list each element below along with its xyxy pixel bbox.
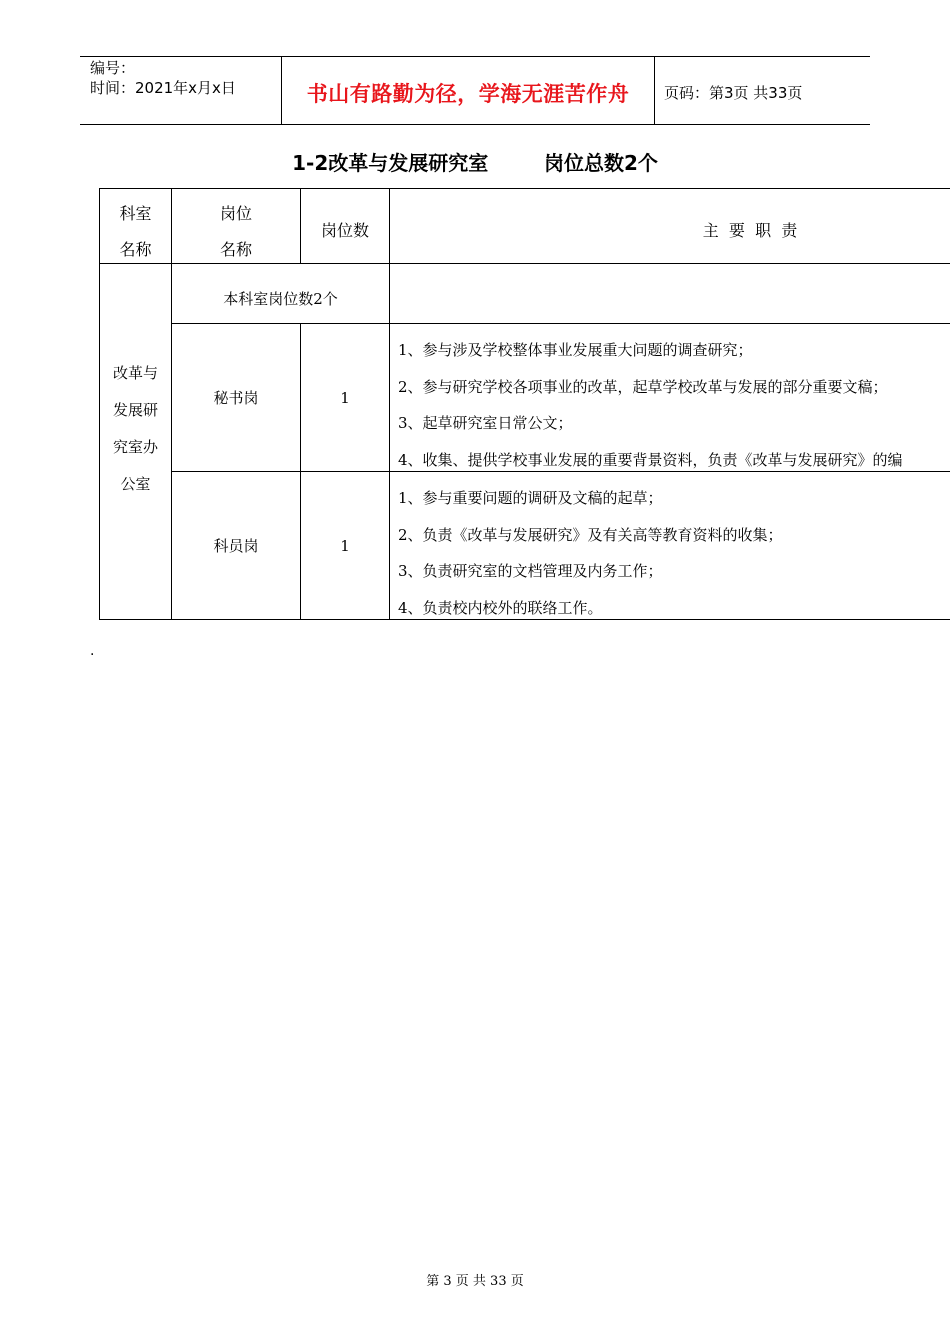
header-dept-name [100,196,171,268]
header-post-line2: 名称 [219,240,252,259]
date-label: 时间：2021年x月x日 [90,79,236,97]
department-line-4: 公室 [120,475,151,493]
duty-item: 3、负责研究室的文档管理及内务工作； [398,562,663,580]
header-page-info: 页码：第3页 共33页 [664,84,803,102]
duty-item: 4、收集、提供学校事业发展的重要背景资料，负责《改革与发展研究》的编 [398,451,903,469]
page-footer: 第 3 页 共 33 页 [426,1274,524,1289]
duty-item: 2、负责《改革与发展研究》及有关高等教育资料的收集； [398,526,783,544]
header-post-count: 岗位数 [320,221,369,240]
department-line-2: 发展研 [112,401,158,419]
header-top-rule [80,56,870,57]
stray-mark: . [90,643,95,659]
dept-post-count: 本科室岗位数2个 [223,290,338,308]
header-dept-line2: 名称 [119,240,152,259]
duty-item: 2、参与研究学校各项事业的改革，起草学校改革与发展的部分重要文稿； [398,378,888,396]
department-line-3: 究室办 [112,438,158,456]
header-post-name [172,196,300,268]
header-dept-line1: 科室 [119,204,152,223]
duty-item: 3、起草研究室日常公文； [398,414,573,432]
post-name-secretary: 秘书岗 [213,389,259,407]
duty-item: 1、参与重要问题的调研及文稿的起草； [398,489,663,507]
header-bottom-rule [80,124,870,125]
post-count-secretary: 1 [340,388,350,407]
header-duties: 主 要 职 责 [702,221,798,240]
duties-column [390,324,950,620]
document-title: 1-2改革与发展研究室 岗位总数2个 [292,151,658,175]
department-name [100,355,171,503]
duty-item: 4、负责校内校外的联络工作。 [398,599,603,617]
header-motto: 书山有路勤为径，学海无涯苦作舟 [306,82,630,106]
post-count-clerk: 1 [340,536,350,555]
table-top-border [99,188,950,189]
department-line-1: 改革与 [112,364,158,382]
doc-number-label: 编号： [90,59,136,77]
header-meta [90,58,236,98]
header-divider-right [654,57,655,124]
header-post-line1: 岗位 [219,204,252,223]
post-name-clerk: 科员岗 [213,537,259,555]
duty-item: 1、参与涉及学校整体事业发展重大问题的调查研究； [398,341,753,359]
